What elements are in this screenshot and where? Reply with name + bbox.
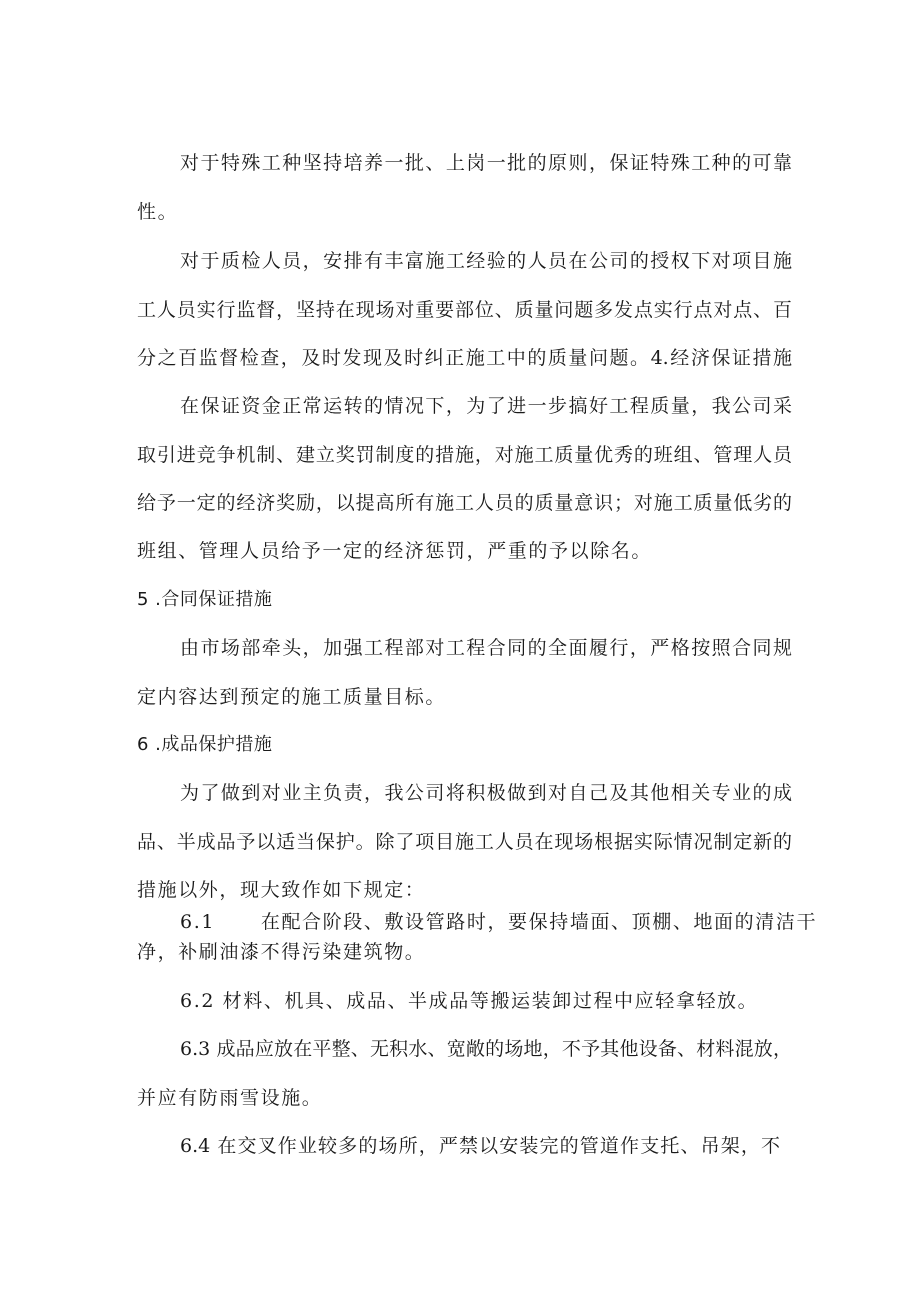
paragraph-line: 在保证资金正常运转的情况下，为了进一步搞好工程质量，我公司采 — [180, 395, 792, 417]
clause-line: 6.4 在交叉作业较多的场所，严禁以安装完的管道作支托、吊架，不 — [180, 1135, 780, 1157]
section-heading: 6 .成品保护措施 — [137, 734, 273, 755]
clause-line: 净，补刷油漆不得污染建筑物。 — [137, 941, 426, 963]
paragraph-line: 措施以外，现大致作如下规定： — [137, 879, 426, 901]
paragraph-line: 定内容达到预定的施工质量目标。 — [137, 686, 447, 708]
paragraph-line: 对于质检人员，安排有丰富施工经验的人员在公司的授权下对项目施 — [180, 250, 792, 272]
paragraph-line: 取引进竞争机制、建立奖罚制度的措施，对施工质量优秀的班组、管理人员 — [137, 444, 792, 466]
paragraph-line: 给予一定的经济奖励，以提高所有施工人员的质量意识；对施工质量低劣的 — [137, 492, 792, 514]
section-heading: 5 .合同保证措施 — [137, 589, 273, 610]
clause-line: 6.1 在配合阶段、敷设管路时，要保持墙面、顶棚、地面的清洁干 — [180, 911, 818, 933]
paragraph-line: 班组、管理人员给予一定的经济惩罚，严重的予以除名。 — [137, 540, 653, 562]
paragraph-line: 由市场部牵头，加强工程部对工程合同的全面履行，严格按照合同规 — [180, 637, 792, 659]
paragraph-line: 工人员实行监督，坚持在现场对重要部位、质量问题多发点实行点对点、百 — [137, 299, 792, 321]
paragraph-line: 性。 — [137, 201, 179, 223]
clause-line: 并应有防雨雪设施。 — [137, 1087, 323, 1109]
paragraph-line: 为了做到对业主负责，我公司将积极做到对自己及其他相关专业的成 — [180, 782, 792, 804]
paragraph-line: 分之百监督检查，及时发现及时纠正施工中的质量问题。4.经济保证措施 — [137, 347, 792, 369]
paragraph-line: 对于特殊工种坚持培养一批、上岗一批的原则，保证特殊工种的可靠 — [180, 152, 792, 174]
paragraph-line: 品、半成品予以适当保护。除了项目施工人员在现场根据实际情况制定新的 — [137, 831, 792, 853]
clause-line: 6.2 材料、机具、成品、半成品等搬运装卸过程中应轻拿轻放。 — [180, 990, 759, 1012]
clause-line: 6.3 成品应放在平整、无积水、宽敞的场地，不予其他设备、材料混放， — [180, 1038, 792, 1060]
